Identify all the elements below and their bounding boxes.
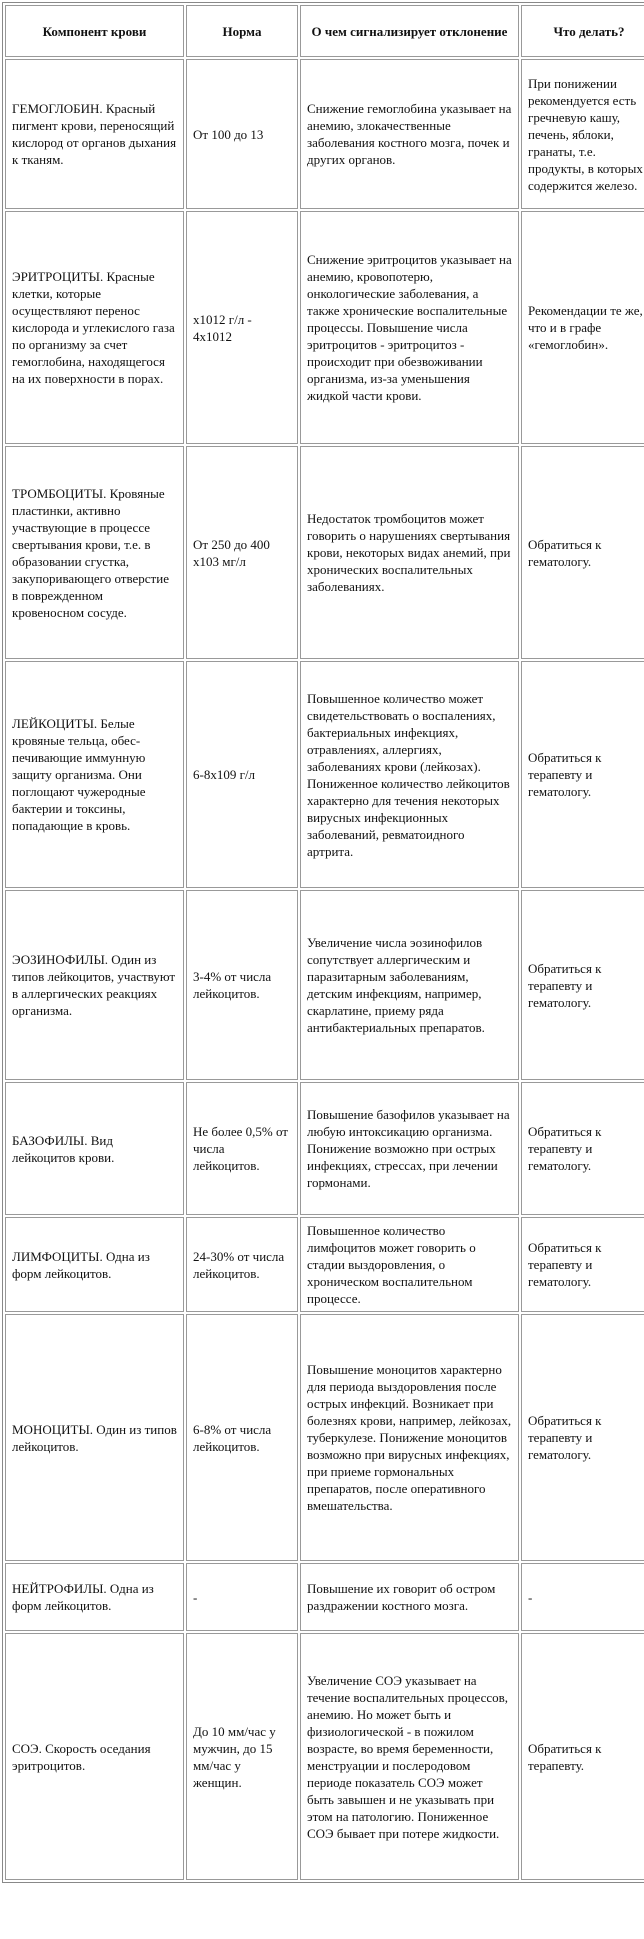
table-row <box>5 1314 644 1561</box>
header-deviation: О чем сигнализирует отклонение <box>300 5 519 57</box>
cell-norm: 24-30% от числа лейкоцитов. <box>186 1217 298 1312</box>
cell-norm: 3-4% от числа лейкоцитов. <box>186 890 298 1080</box>
cell-norm: От 250 до 400 х103 мг/л <box>186 446 298 659</box>
cell-component: ЛИМФОЦИТЫ. Одна из форм лейкоцитов. <box>5 1217 184 1312</box>
cell-norm: Не более 0,5% от числа лейкоцитов. <box>186 1082 298 1215</box>
cell-action: Обратиться к гематологу. <box>521 446 644 659</box>
cell-deviation: Увеличение числа эозинофилов сопутствует аллергическим и паразитарным заболеваниям, детским инфекциям, например, скарлатине, приему ряда антибактериальных препаратов. <box>300 890 519 1080</box>
cell-norm: До 10 мм/час у мужчин, до 15 мм/час у женщин. <box>186 1633 298 1880</box>
table-header-row <box>5 5 644 57</box>
cell-action: Обратиться к терапевту и гематологу. <box>521 1314 644 1561</box>
cell-norm: - <box>186 1563 298 1631</box>
cell-component: СОЭ. Скорость оседания эритроцитов. <box>5 1633 184 1880</box>
cell-action: Обратиться к терапевту и гематологу. <box>521 1217 644 1312</box>
cell-norm: 6-8% от числа лейкоцитов. <box>186 1314 298 1561</box>
cell-action: - <box>521 1563 644 1631</box>
header-norm: Норма <box>186 5 298 57</box>
header-component: Компонент крови <box>5 5 184 57</box>
cell-component: МОНОЦИТЫ. Один из типов лейкоцитов. <box>5 1314 184 1561</box>
cell-action: Обратиться к терапевту. <box>521 1633 644 1880</box>
table-row <box>5 661 644 888</box>
cell-component: БАЗОФИЛЫ. Вид лейкоцитов крови. <box>5 1082 184 1215</box>
cell-deviation: Недостаток тромбоцитов может говорить о нарушениях свертывания крови, некоторых видах анемий, при хронических воспалительных заболеваниях. <box>300 446 519 659</box>
table-row <box>5 1633 644 1880</box>
table-row <box>5 1217 644 1312</box>
cell-component: ЭОЗИНОФИЛЫ. Один из типов лейкоцитов, участвуют в аллергических реакциях организма. <box>5 890 184 1080</box>
cell-deviation: Повышение их говорит об остром раздражении костного мозга. <box>300 1563 519 1631</box>
cell-deviation: Снижение гемоглобина указывает на анемию, злокачественные заболевания костного мозга, почек и других органов. <box>300 59 519 209</box>
cell-norm: 6-8х109 г/л <box>186 661 298 888</box>
header-action: Что делать? <box>521 5 644 57</box>
cell-component: ЛЕЙКОЦИТЫ. Белые кровяные тельца, обес-печивающие иммунную защиту организма. Они поглощают чужеродные бактерии и токсины, попадающие в кровь. <box>5 661 184 888</box>
cell-deviation: Увеличение СОЭ указывает на течение воспалительных процессов, анемию. Но может быть и физиологической - в пожилом возрасте, во время беременности, менструации и послеродовом периоде показатель СОЭ может быть завышен и не указывать при этом на патологию. Пониженное СОЭ бывает при потере жидкости. <box>300 1633 519 1880</box>
cell-action: Обратиться к терапевту и гематологу. <box>521 661 644 888</box>
table-row <box>5 446 644 659</box>
table-row <box>5 59 644 209</box>
cell-action: Рекомендации те же, что и в графе «гемоглобин». <box>521 211 644 444</box>
cell-norm: х1012 г/л - 4х1012 <box>186 211 298 444</box>
cell-deviation: Повышение базофилов указывает на любую интоксикацию организма. Понижение возможно при острых инфекциях, стрессах, при лечении гормонами. <box>300 1082 519 1215</box>
table-row <box>5 890 644 1080</box>
cell-component: ГЕМОГЛОБИН. Красный пигмент крови, переносящий кислород от органов дыхания к тканям. <box>5 59 184 209</box>
table-row <box>5 1563 644 1631</box>
cell-deviation: Повышение моноцитов характерно для периода выздоровления после острых инфекций. Возникает при болезнях крови, например, лейкозах, туберкулезе. Понижение моноцитов возможно при вирусных инфекциях, при приеме гормональных препаратов, после оперативного вмешательства. <box>300 1314 519 1561</box>
cell-deviation: Повышенное количество может свидетельствовать о воспалениях, бактериальных инфекциях, отравлениях, аллергиях, заболеваниях крови (лейкозах). Пониженное количество лейкоцитов характерно для течения некоторых вирусных инфекционных заболеваний, ревматоидного артрита. <box>300 661 519 888</box>
table-row <box>5 1082 644 1215</box>
cell-action: При понижении рекомендуется есть гречневую кашу, печень, яблоки, гранаты, т.е. продукты, в которых содержится железо. <box>521 59 644 209</box>
cell-action: Обратиться к терапевту и гематологу. <box>521 1082 644 1215</box>
cell-component: ТРОМБОЦИТЫ. Кровяные пластинки, активно участвующие в процессе свертывания крови, т.е. в образовании сгустка, закупоривающего отверстие в поврежденном кровеносном сосуде. <box>5 446 184 659</box>
cell-deviation: Снижение эритроцитов указывает на анемию, кровопотерю, онкологические заболевания, а также хронические воспалительные процессы. Повышение числа эритроцитов - эритроцитоз - происходит при обезвоживании организма, из-за уменьшения жидкой части крови. <box>300 211 519 444</box>
cell-component: НЕЙТРОФИЛЫ. Одна из форм лейкоцитов. <box>5 1563 184 1631</box>
blood-test-table <box>2 2 644 1883</box>
cell-component: ЭРИТРОЦИТЫ. Красные клетки, которые осуществляют перенос кислорода и углекислого газа по организму за счет гемоглобина, находящегося на их поверхности в порах. <box>5 211 184 444</box>
cell-norm: От 100 до 13 <box>186 59 298 209</box>
table-row <box>5 211 644 444</box>
cell-deviation: Повышенное количество лимфоцитов может говорить о стадии выздоровления, о хроническом воспалительном процессе. <box>300 1217 519 1312</box>
cell-action: Обратиться к терапевту и гематологу. <box>521 890 644 1080</box>
